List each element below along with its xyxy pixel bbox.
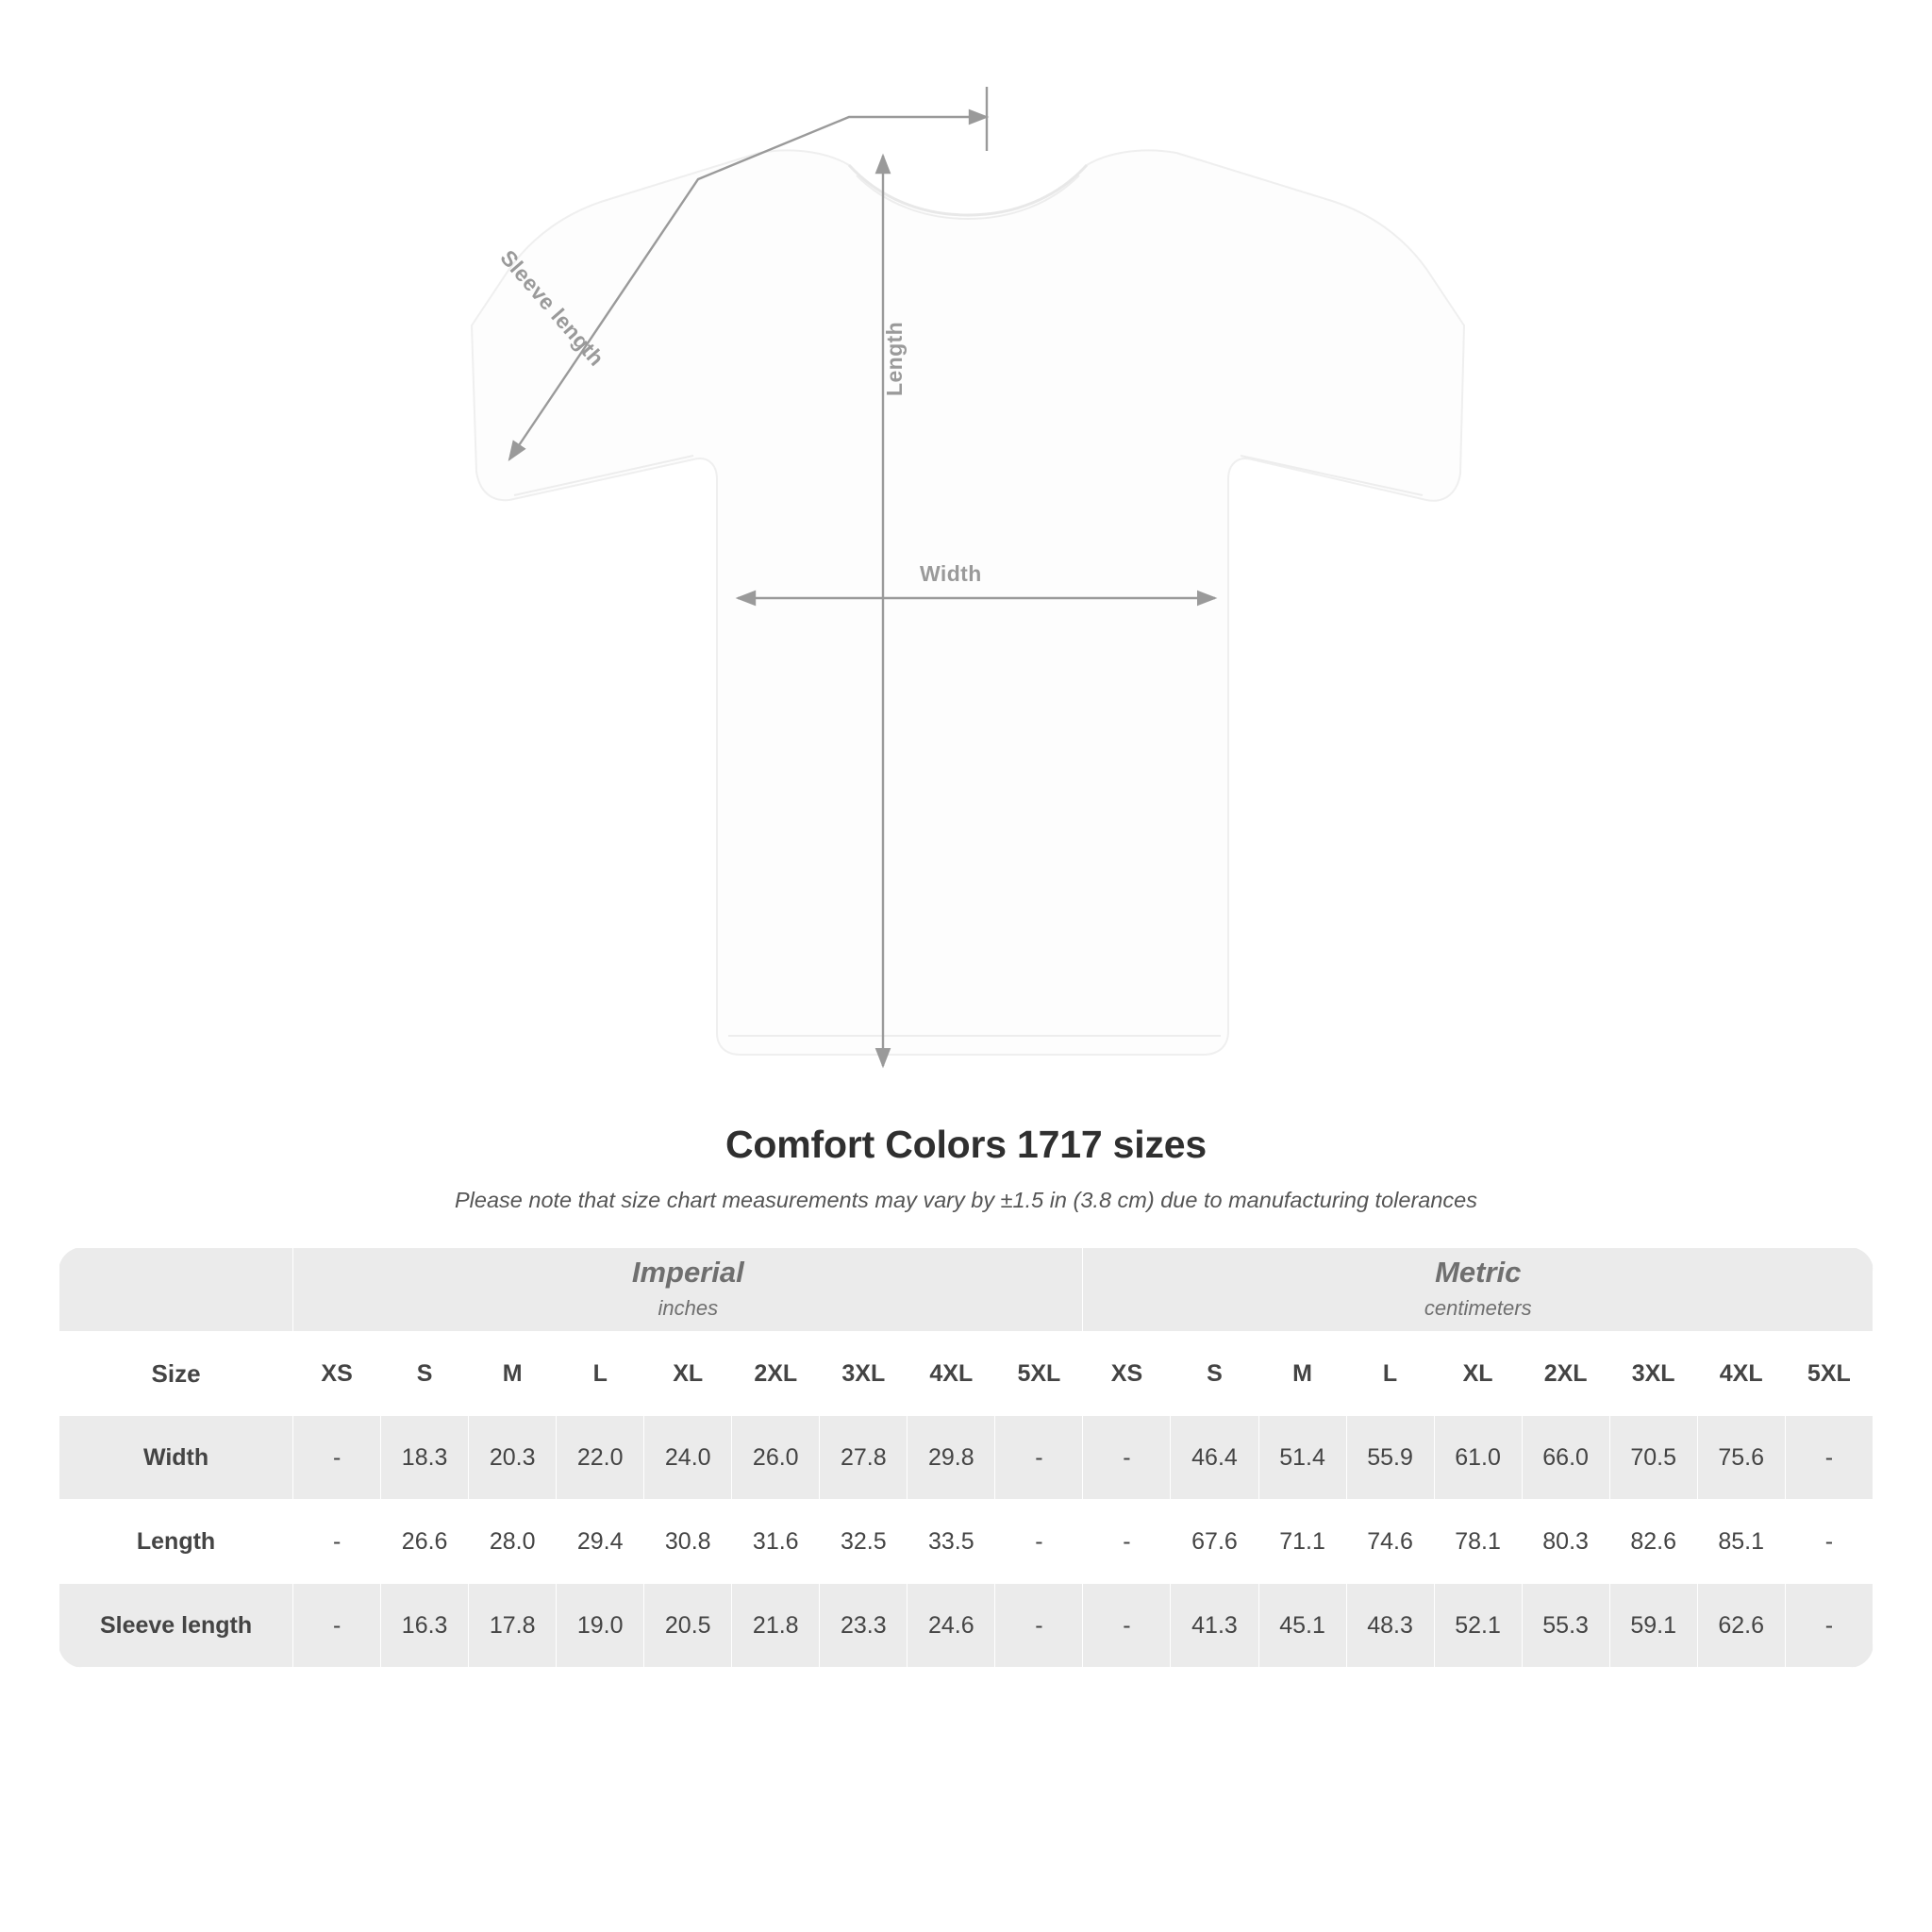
cell-sleeve-metric-m: 45.1 (1258, 1584, 1346, 1668)
table-row (59, 1500, 1874, 1584)
size-header-imperial-xl: XL (644, 1332, 732, 1416)
cell-length-metric-l: 74.6 (1346, 1500, 1434, 1584)
tolerance-note: Please note that size chart measurements may vary by ±1.5 in (3.8 cm) due to manufacturing tolerances (455, 1188, 1477, 1212)
page-title: Comfort Colors 1717 sizes (725, 1123, 1207, 1166)
cell-width-imperial-l: 22.0 (557, 1416, 644, 1500)
cell-length-metric-xl: 78.1 (1434, 1500, 1522, 1584)
cell-length-imperial-m: 28.0 (469, 1500, 557, 1584)
size-table (58, 1247, 1874, 1668)
cell-width-metric-l: 55.9 (1346, 1416, 1434, 1500)
size-header-metric-s: S (1171, 1332, 1258, 1416)
cell-width-metric-2xl: 66.0 (1522, 1416, 1609, 1500)
cell-width-metric-3xl: 70.5 (1609, 1416, 1697, 1500)
cell-length-metric-xs: - (1083, 1500, 1171, 1584)
cell-sleeve-imperial-2xl: 21.8 (732, 1584, 820, 1668)
cell-length-imperial-xs: - (293, 1500, 381, 1584)
cell-sleeve-metric-2xl: 55.3 (1522, 1584, 1609, 1668)
unit-group-imperial-sub: inches (658, 1295, 719, 1320)
unit-group-imperial-name: Imperial (631, 1256, 744, 1290)
unit-header-row (59, 1248, 1874, 1332)
unit-group-metric-name: Metric (1435, 1256, 1522, 1290)
size-header-imperial-5xl: 5XL (995, 1332, 1083, 1416)
row-label-sleeve-length: Sleeve length (59, 1584, 293, 1668)
unit-group-imperial (293, 1248, 1083, 1332)
cell-length-imperial-4xl: 33.5 (908, 1500, 995, 1584)
cell-sleeve-imperial-l: 19.0 (557, 1584, 644, 1668)
cell-width-imperial-4xl: 29.8 (908, 1416, 995, 1500)
cell-width-metric-4xl: 75.6 (1697, 1416, 1785, 1500)
size-header-imperial-2xl: 2XL (732, 1332, 820, 1416)
cell-width-metric-m: 51.4 (1258, 1416, 1346, 1500)
unit-header-spacer (59, 1248, 293, 1332)
size-header-imperial-s: S (381, 1332, 469, 1416)
size-header-imperial-4xl: 4XL (908, 1332, 995, 1416)
cell-sleeve-metric-xl: 52.1 (1434, 1584, 1522, 1668)
cell-sleeve-imperial-s: 16.3 (381, 1584, 469, 1668)
size-header-metric-xl: XL (1434, 1332, 1522, 1416)
cell-sleeve-metric-4xl: 62.6 (1697, 1584, 1785, 1668)
cell-width-metric-5xl: - (1785, 1416, 1873, 1500)
cell-width-imperial-xs: - (293, 1416, 381, 1500)
cell-width-imperial-xl: 24.0 (644, 1416, 732, 1500)
cell-sleeve-metric-3xl: 59.1 (1609, 1584, 1697, 1668)
cell-length-imperial-xl: 30.8 (644, 1500, 732, 1584)
cell-sleeve-imperial-4xl: 24.6 (908, 1584, 995, 1668)
cell-width-metric-xl: 61.0 (1434, 1416, 1522, 1500)
length-label: Length (882, 321, 907, 396)
cell-sleeve-metric-l: 48.3 (1346, 1584, 1434, 1668)
size-header-metric-5xl: 5XL (1785, 1332, 1873, 1416)
cell-length-metric-3xl: 82.6 (1609, 1500, 1697, 1584)
unit-group-metric (1083, 1248, 1874, 1332)
cell-width-imperial-3xl: 27.8 (820, 1416, 908, 1500)
size-header-metric-l: L (1346, 1332, 1434, 1416)
size-header-metric-xs: XS (1083, 1332, 1171, 1416)
size-header-metric-m: M (1258, 1332, 1346, 1416)
size-header-imperial-xs: XS (293, 1332, 381, 1416)
cell-length-imperial-l: 29.4 (557, 1500, 644, 1584)
size-header-metric-3xl: 3XL (1609, 1332, 1697, 1416)
row-label-width: Width (59, 1416, 293, 1500)
cell-length-imperial-3xl: 32.5 (820, 1500, 908, 1584)
cell-sleeve-metric-s: 41.3 (1171, 1584, 1258, 1668)
cell-length-metric-m: 71.1 (1258, 1500, 1346, 1584)
cell-sleeve-metric-5xl: - (1785, 1584, 1873, 1668)
cell-width-metric-xs: - (1083, 1416, 1171, 1500)
cell-sleeve-imperial-5xl: - (995, 1584, 1083, 1668)
size-header-imperial-m: M (469, 1332, 557, 1416)
size-table-wrapper (58, 1247, 1874, 1668)
cell-length-metric-4xl: 85.1 (1697, 1500, 1785, 1584)
table-row (59, 1416, 1874, 1500)
table-row (59, 1584, 1874, 1668)
size-header-metric-2xl: 2XL (1522, 1332, 1609, 1416)
cell-length-imperial-2xl: 31.6 (732, 1500, 820, 1584)
cell-sleeve-imperial-m: 17.8 (469, 1584, 557, 1668)
sizes-header-row (59, 1332, 1874, 1416)
cell-sleeve-imperial-xl: 20.5 (644, 1584, 732, 1668)
cell-length-imperial-s: 26.6 (381, 1500, 469, 1584)
size-header-imperial-l: L (557, 1332, 644, 1416)
cell-width-imperial-2xl: 26.0 (732, 1416, 820, 1500)
width-label: Width (920, 561, 982, 586)
sleeve-length-label: Sleeve length (495, 245, 609, 371)
size-header-imperial-3xl: 3XL (820, 1332, 908, 1416)
size-header-label: Size (59, 1332, 293, 1416)
cell-sleeve-metric-xs: - (1083, 1584, 1171, 1668)
cell-width-imperial-m: 20.3 (469, 1416, 557, 1500)
cell-length-metric-2xl: 80.3 (1522, 1500, 1609, 1584)
row-label-length: Length (59, 1500, 293, 1584)
cell-sleeve-imperial-xs: - (293, 1584, 381, 1668)
cell-width-metric-s: 46.4 (1171, 1416, 1258, 1500)
unit-group-metric-sub: centimeters (1424, 1295, 1532, 1320)
cell-length-metric-s: 67.6 (1171, 1500, 1258, 1584)
cell-length-imperial-5xl: - (995, 1500, 1083, 1584)
cell-sleeve-imperial-3xl: 23.3 (820, 1584, 908, 1668)
cell-width-imperial-s: 18.3 (381, 1416, 469, 1500)
title-block (0, 1123, 1932, 1213)
tshirt-shape (472, 150, 1464, 1055)
size-header-metric-4xl: 4XL (1697, 1332, 1785, 1416)
cell-length-metric-5xl: - (1785, 1500, 1873, 1584)
cell-width-imperial-5xl: - (995, 1416, 1083, 1500)
